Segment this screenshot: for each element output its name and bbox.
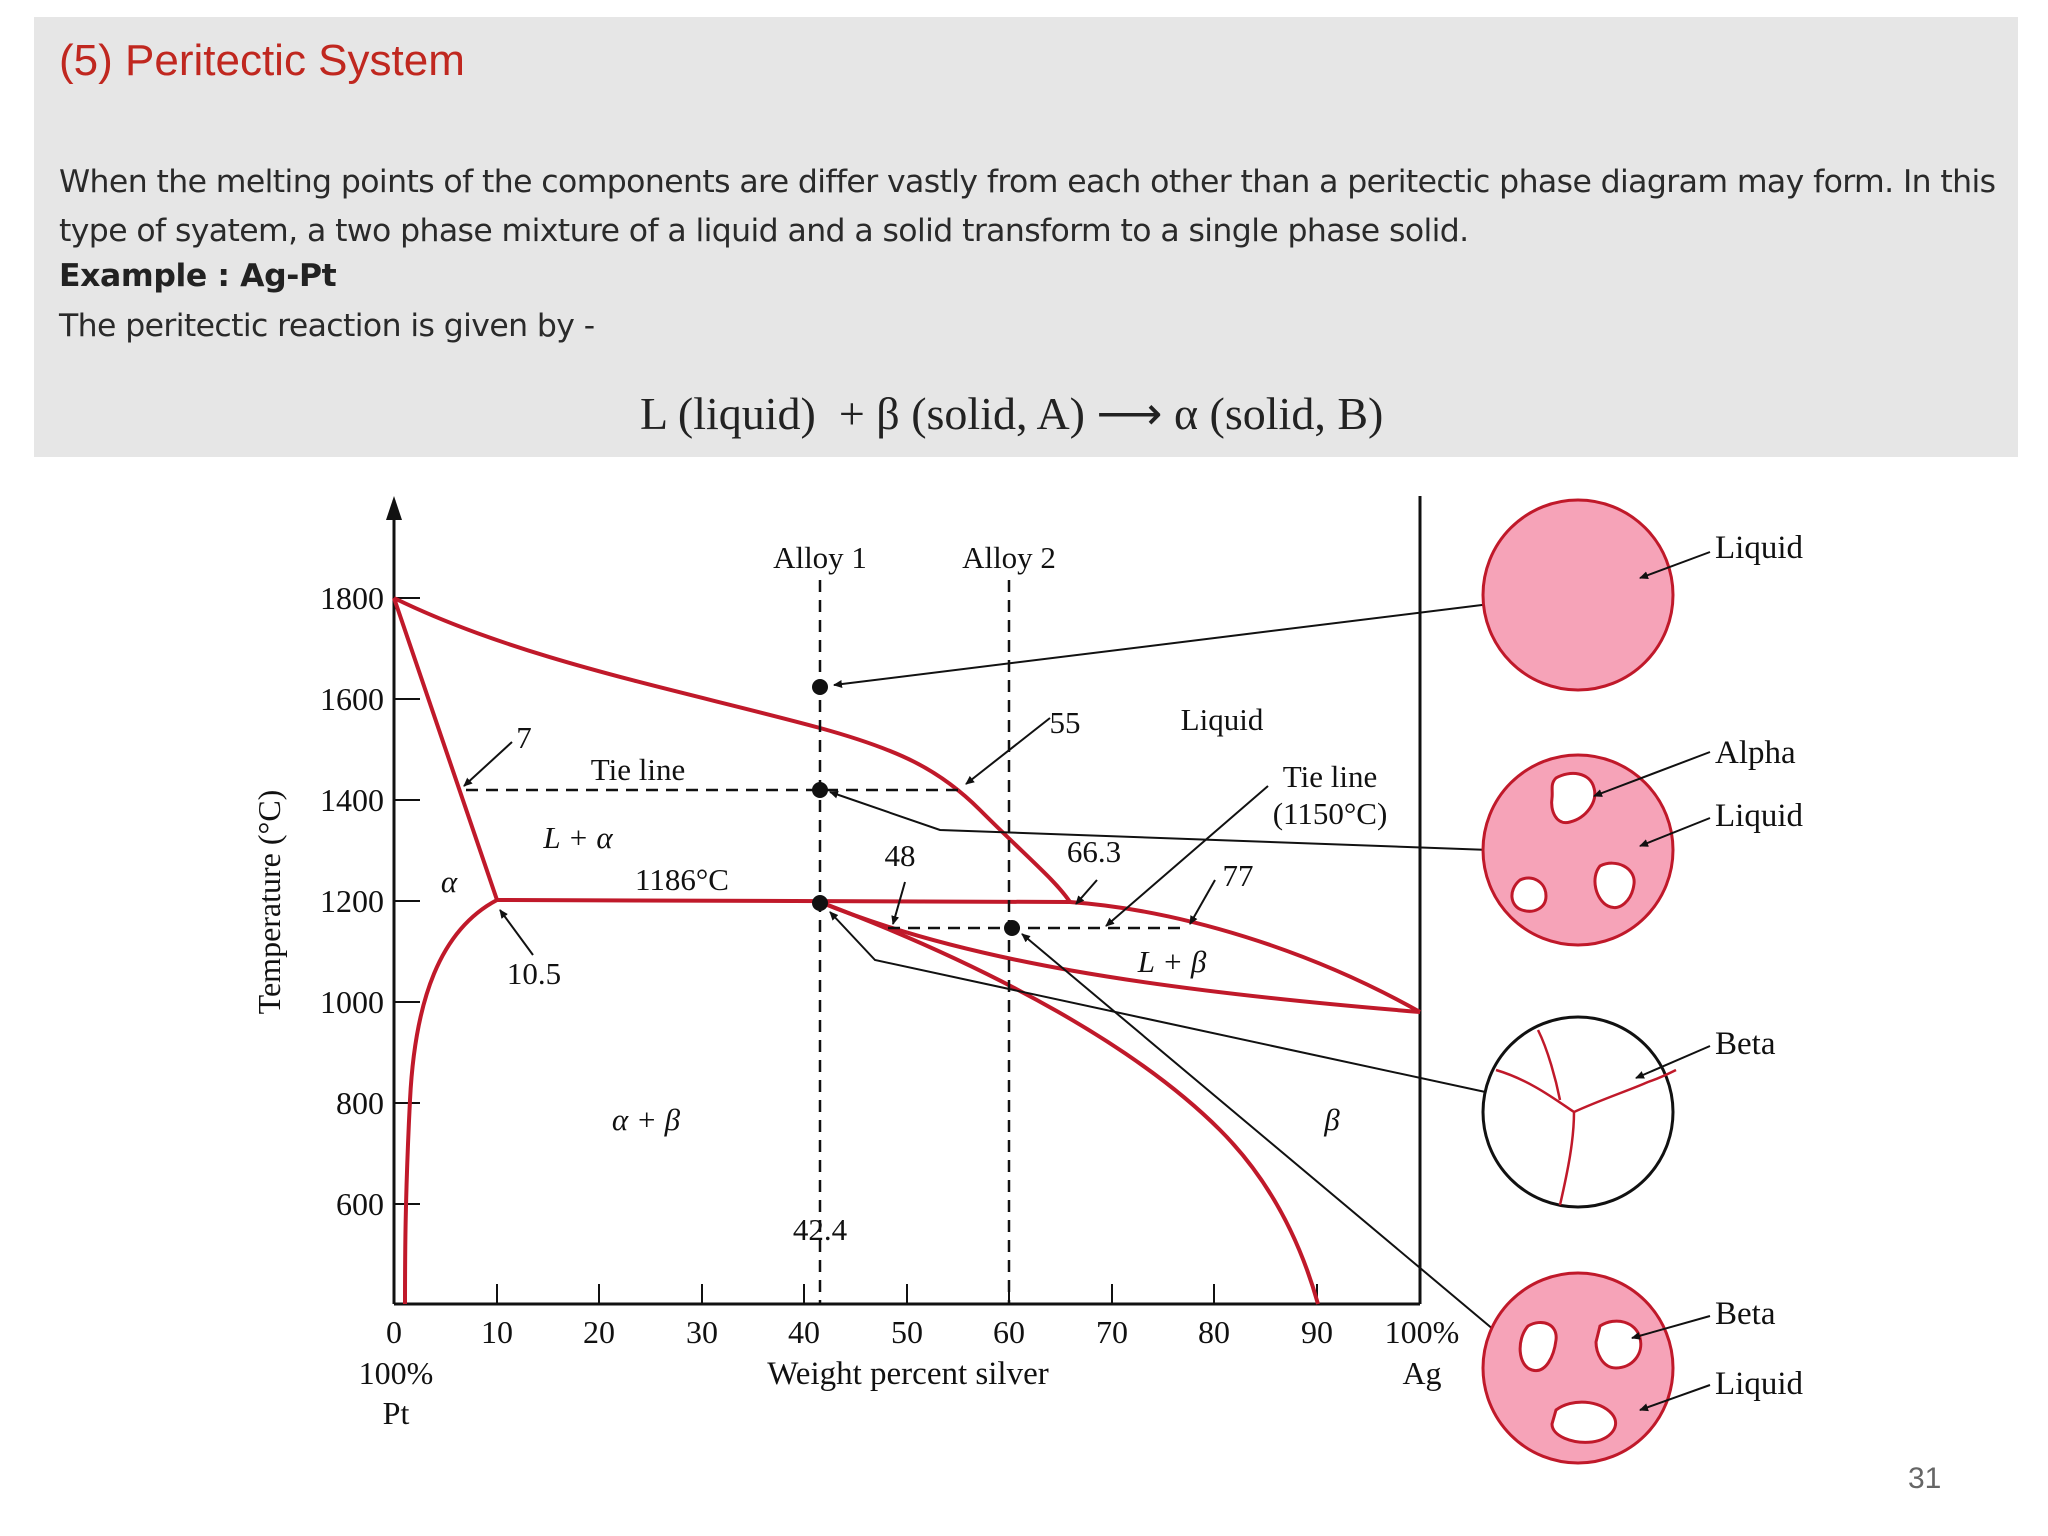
y-tick-labels [320, 580, 384, 1222]
solidus-alpha [394, 598, 497, 900]
tie-line-2-label-1: Tie line [1282, 759, 1378, 794]
peritectic-equation: L (liquid) + β (solid, A) ⟶ α (solid, B) [640, 388, 1384, 439]
liquidus-left [394, 598, 1070, 902]
micro-label: Beta [1715, 1296, 1776, 1332]
x-tick-label: 0 [386, 1314, 402, 1350]
comp-42-4-label: 42.4 [792, 1212, 848, 1247]
x-tick-label: 20 [583, 1314, 615, 1350]
l-alpha-label: L + α [543, 820, 613, 855]
example-heading: Example : Ag-Pt [59, 258, 337, 294]
microstructure-beta-liquid [1483, 1273, 1803, 1463]
beta-solvus [820, 902, 1318, 1304]
l-beta-label: L + β [1137, 944, 1207, 979]
y-tick-label: 1800 [320, 580, 384, 616]
comp-66-3-label: 66.3 [1066, 834, 1122, 869]
y-tick-label: 1200 [320, 883, 384, 919]
alloy-2-label: Alloy 2 [962, 540, 1056, 575]
microstructure-liquid [1483, 500, 1803, 690]
y-axis-arrow [386, 496, 402, 520]
tie-line-label: Tie line [590, 752, 686, 787]
peritectic-line [497, 900, 1070, 902]
alpha-label: α [440, 864, 458, 899]
alloy-1-label: Alloy 1 [773, 540, 867, 575]
y-tick-label: 1000 [320, 984, 384, 1020]
page-number: 31 [1908, 1462, 1942, 1495]
y-ticks [394, 598, 420, 1204]
x-right-end-label: Ag [1402, 1355, 1442, 1391]
comp-77-label: 77 [1222, 858, 1254, 893]
tie-line-2-label-2: (1150°C) [1272, 796, 1388, 831]
x-tick-label: 90 [1301, 1314, 1333, 1350]
x-tick-label: 50 [891, 1314, 923, 1350]
x-axis-label: Weight percent silver [767, 1356, 1049, 1392]
comp-55-label: 55 [1049, 705, 1081, 740]
micro-label: Alpha [1715, 735, 1796, 771]
micro-label: Liquid [1715, 530, 1803, 566]
x-tick-label: 80 [1198, 1314, 1230, 1350]
x-tick-labels [386, 1314, 1459, 1350]
y-axis-label: Temperature (°C) [251, 789, 287, 1015]
x-left-end-line1: 100% [358, 1355, 434, 1391]
comp-48-label: 48 [884, 838, 916, 873]
y-tick-label: 1400 [320, 782, 384, 818]
reaction-intro: The peritectic reaction is given by - [59, 308, 595, 344]
microstructure-alpha-liquid [1483, 735, 1803, 945]
micro-label: Beta [1715, 1026, 1776, 1062]
x-left-end-line2: Pt [382, 1395, 410, 1431]
peritectic-temp-label: 1186°C [635, 862, 729, 897]
alpha-beta-label: α + β [611, 1102, 681, 1137]
y-tick-label: 800 [336, 1085, 384, 1121]
x-tick-label: 10 [481, 1314, 513, 1350]
slide-title: (5) Peritectic System [59, 36, 465, 85]
comp-7-label: 7 [516, 720, 532, 755]
liquid-region-label: Liquid [1180, 702, 1264, 737]
micro-label: Liquid [1715, 1366, 1803, 1402]
microstructure-beta [1483, 1017, 1776, 1207]
x-tick-label: 30 [686, 1314, 718, 1350]
phase-boundaries [394, 598, 1420, 1304]
x-tick-label: 70 [1096, 1314, 1128, 1350]
state-points [812, 679, 1020, 936]
intro-paragraph: When the melting points of the components are differ vastly from each other than a peritectic phase diagram may form. In this type of syatem, a two phase mixture of a liquid and a solid transform to a single phase solid. [59, 164, 1996, 249]
x-ticks [497, 1284, 1317, 1304]
y-tick-label: 1600 [320, 681, 384, 717]
micro-label: Liquid [1715, 798, 1803, 834]
x-tick-label: 100% [1384, 1314, 1460, 1350]
x-tick-label: 40 [788, 1314, 820, 1350]
beta-solidus [820, 902, 1420, 1012]
diagram-labels [441, 540, 1387, 1247]
x-tick-label: 60 [993, 1314, 1025, 1350]
y-tick-label: 600 [336, 1186, 384, 1222]
beta-label: β [1324, 1102, 1340, 1137]
comp-10-5-label: 10.5 [506, 956, 562, 991]
